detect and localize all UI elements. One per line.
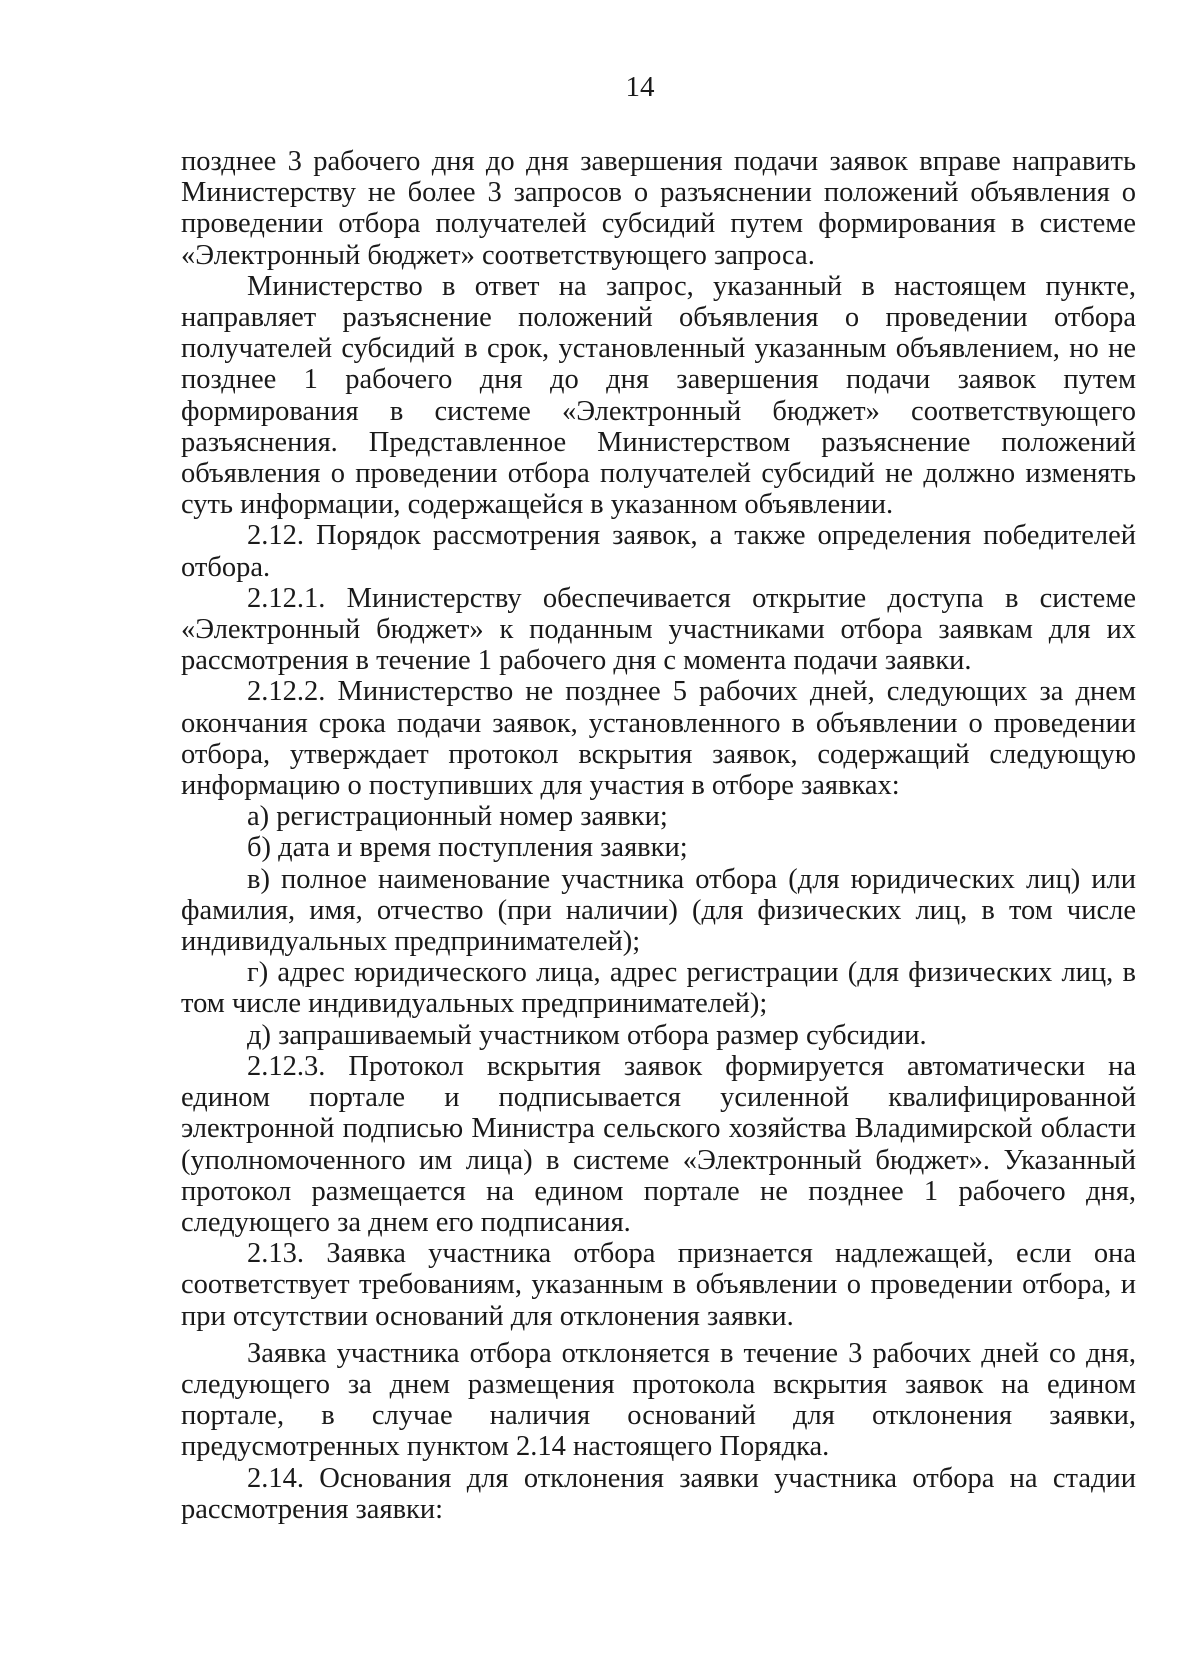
paragraph-section-2-12-3: 2.12.3. Протокол вскрытия заявок формируется автоматически на едином портале и подписывается усиленной квалифицированной электронной подписью Министра сельского хозяйства Владимирской области (уполномоченного им лица) в системе «Электронный бюджет». Указанный протокол размещается на едином портале не позднее 1 рабочего дня, следующего за днем его подписания. xyxy=(181,1050,1136,1238)
paragraph-section-2-12-2: 2.12.2. Министерство не позднее 5 рабочих дней, следующих за днем окончания срока подачи заявок, установленного в объявлении о проведении отбора, утверждает протокол вскрытия заявок, содержащий следующую информацию о поступивших для участия в отборе заявках: xyxy=(181,676,1136,802)
list-item-g: г) адрес юридического лица, адрес регистрации (для физических лиц, в том числе индивидуальных предпринимателей); xyxy=(181,957,1136,1020)
paragraph-section-2-12: 2.12. Порядок рассмотрения заявок, а также определения победителей отбора. xyxy=(181,520,1136,583)
paragraph-section-2-14: 2.14. Основания для отклонения заявки участника отбора на стадии рассмотрения заявки: xyxy=(181,1462,1136,1525)
list-item-b: б) дата и время поступления заявки; xyxy=(247,832,688,864)
list-item-a: а) регистрационный номер заявки; xyxy=(247,801,668,833)
document-body xyxy=(181,146,1136,1525)
paragraph-ministry-response: Министерство в ответ на запрос, указанный в настоящем пункте, направляет разъяснение положений объявления о проведении отбора получателей субсидий в срок, установленный указанным объявлением, но не позднее 1 рабочего дня до дня завершения подачи заявок путем формирования в системе «Электронный бюджет» соответствующего разъяснения. Представленное Министерством разъяснение положений объявления о проведении отбора получателей субсидий не должно изменять суть информации, содержащейся в указанном объявлении. xyxy=(181,270,1136,521)
paragraph-rejection-terms: Заявка участника отбора отклоняется в течение 3 рабочих дней со дня, следующего за днем размещения протокола вскрытия заявок на едином портале, в случае наличия оснований для отклонения заявки, предусмотренных пунктом 2.14 настоящего Порядка. xyxy=(181,1337,1136,1463)
page-number: 14 xyxy=(625,71,655,103)
paragraph-continuation: позднее 3 рабочего дня до дня завершения подачи заявок вправе направить Министерству не более 3 запросов о разъяснении положений объявления о проведении отбора получателей субсидий путем формирования в системе «Электронный бюджет» соответствующего запроса. xyxy=(181,146,1136,271)
list-item-d: д) запрашиваемый участником отбора размер субсидии. xyxy=(247,1019,927,1051)
paragraph-section-2-12-1: 2.12.1. Министерству обеспечивается открытие доступа в системе «Электронный бюджет» к поданным участниками отбора заявкам для их рассмотрения в течение 1 рабочего дня с момента подачи заявки. xyxy=(181,582,1136,677)
paragraph-section-2-13: 2.13. Заявка участника отбора признается надлежащей, если она соответствует требованиям, указанным в объявлении о проведении отбора, и при отсутствии оснований для отклонения заявки. xyxy=(181,1238,1136,1332)
list-item-v: в) полное наименование участника отбора (для юридических лиц) или фамилия, имя, отчество (при наличии) (для физических лиц, в том числе индивидуальных предпринимателей); xyxy=(181,863,1136,958)
